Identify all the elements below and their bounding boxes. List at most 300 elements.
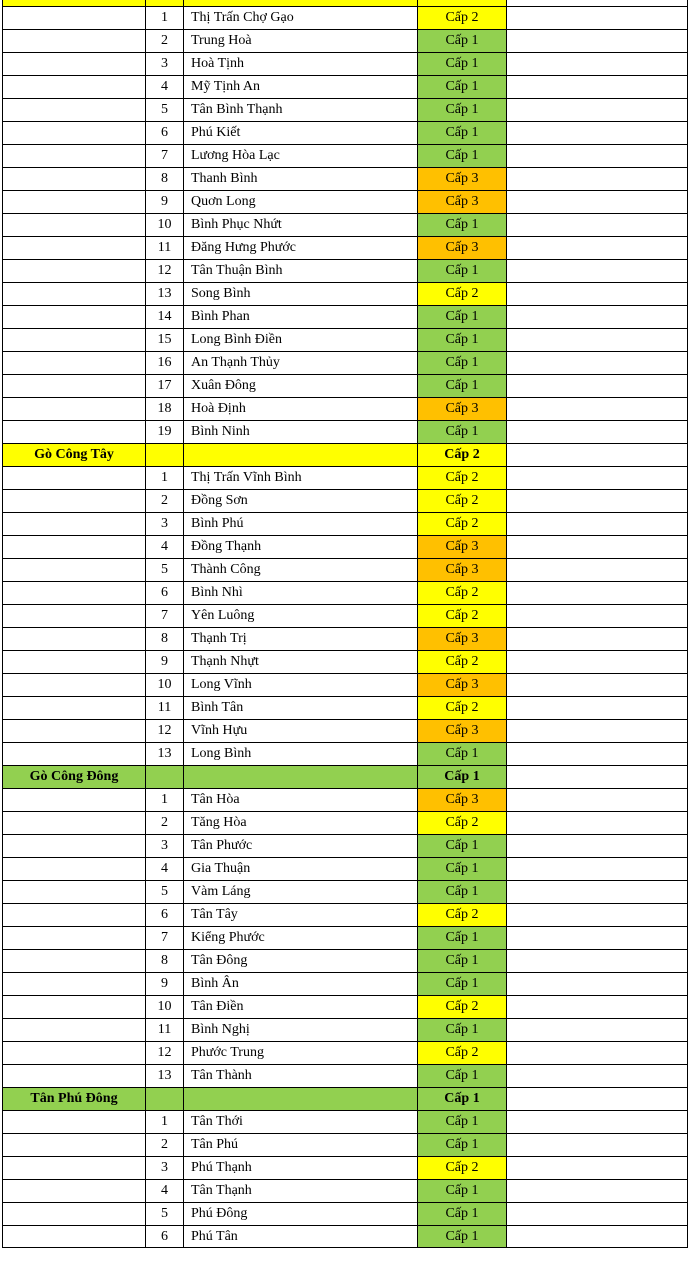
empty-cell bbox=[507, 398, 688, 421]
commune-name: Bình Ninh bbox=[184, 421, 418, 444]
empty-cell bbox=[507, 950, 688, 973]
commune-name: Tân Phước bbox=[184, 835, 418, 858]
empty-cell bbox=[3, 260, 146, 283]
empty-cell bbox=[507, 191, 688, 214]
commune-name: Bình Phục Nhứt bbox=[184, 214, 418, 237]
row-number: 1 bbox=[146, 1111, 184, 1134]
empty-cell bbox=[507, 812, 688, 835]
empty-cell bbox=[507, 467, 688, 490]
table-row bbox=[3, 904, 688, 927]
empty-cell bbox=[3, 490, 146, 513]
level-badge: Cấp 1 bbox=[418, 1134, 507, 1157]
row-number: 4 bbox=[146, 1180, 184, 1203]
empty-cell bbox=[3, 858, 146, 881]
row-number: 11 bbox=[146, 1019, 184, 1042]
level-badge: Cấp 2 bbox=[418, 904, 507, 927]
table-row bbox=[3, 674, 688, 697]
empty-cell bbox=[3, 421, 146, 444]
empty-cell bbox=[3, 1203, 146, 1226]
group-empty-cell bbox=[146, 444, 184, 467]
group-header-row bbox=[3, 766, 688, 789]
commune-name: Long Vĩnh bbox=[184, 674, 418, 697]
empty-cell bbox=[507, 1088, 688, 1111]
empty-cell bbox=[3, 559, 146, 582]
row-number: 6 bbox=[146, 1226, 184, 1248]
table-row bbox=[3, 7, 688, 30]
table-row bbox=[3, 697, 688, 720]
empty-cell bbox=[3, 76, 146, 99]
empty-cell bbox=[507, 1157, 688, 1180]
commune-name: Tân Đông bbox=[184, 950, 418, 973]
table-row bbox=[3, 605, 688, 628]
empty-cell bbox=[3, 743, 146, 766]
row-number: 7 bbox=[146, 605, 184, 628]
level-badge: Cấp 1 bbox=[418, 1111, 507, 1134]
empty-cell bbox=[507, 513, 688, 536]
table-row bbox=[3, 30, 688, 53]
commune-name: Thạnh Trị bbox=[184, 628, 418, 651]
level-badge: Cấp 1 bbox=[418, 145, 507, 168]
empty-cell bbox=[3, 1111, 146, 1134]
table-row bbox=[3, 1157, 688, 1180]
table-row bbox=[3, 812, 688, 835]
row-number: 2 bbox=[146, 490, 184, 513]
empty-cell bbox=[507, 904, 688, 927]
empty-cell bbox=[3, 145, 146, 168]
empty-cell bbox=[507, 720, 688, 743]
empty-cell bbox=[507, 605, 688, 628]
empty-cell bbox=[507, 789, 688, 812]
table-row bbox=[3, 329, 688, 352]
level-badge: Cấp 3 bbox=[418, 168, 507, 191]
table-row bbox=[3, 927, 688, 950]
row-number: 13 bbox=[146, 283, 184, 306]
commune-name: Gia Thuận bbox=[184, 858, 418, 881]
empty-cell bbox=[3, 1226, 146, 1248]
table-row bbox=[3, 743, 688, 766]
group-empty-cell bbox=[184, 766, 418, 789]
row-number: 9 bbox=[146, 651, 184, 674]
empty-cell bbox=[507, 996, 688, 1019]
empty-cell bbox=[507, 1111, 688, 1134]
level-badge: Cấp 1 bbox=[418, 30, 507, 53]
empty-cell bbox=[507, 1065, 688, 1088]
commune-name: Quơn Long bbox=[184, 191, 418, 214]
empty-cell bbox=[507, 881, 688, 904]
group-name: Tân Phú Đông bbox=[3, 1088, 146, 1111]
table-row bbox=[3, 191, 688, 214]
level-badge: Cấp 1 bbox=[418, 329, 507, 352]
level-badge: Cấp 1 bbox=[418, 99, 507, 122]
level-badge: Cấp 1 bbox=[418, 1180, 507, 1203]
commune-name: Phú Kiết bbox=[184, 122, 418, 145]
commune-name: Tân Phú bbox=[184, 1134, 418, 1157]
table-row bbox=[3, 421, 688, 444]
group-empty-cell bbox=[146, 766, 184, 789]
row-number: 12 bbox=[146, 720, 184, 743]
level-badge: Cấp 1 bbox=[418, 927, 507, 950]
empty-cell bbox=[507, 421, 688, 444]
level-badge: Cấp 1 bbox=[418, 53, 507, 76]
commune-name: Trung Hoà bbox=[184, 30, 418, 53]
level-badge: Cấp 3 bbox=[418, 720, 507, 743]
row-number: 9 bbox=[146, 191, 184, 214]
empty-cell bbox=[507, 444, 688, 467]
commune-name: Long Bình bbox=[184, 743, 418, 766]
level-badge: Cấp 2 bbox=[418, 651, 507, 674]
level-badge: Cấp 3 bbox=[418, 237, 507, 260]
empty-cell bbox=[3, 651, 146, 674]
empty-cell bbox=[3, 835, 146, 858]
table-row bbox=[3, 168, 688, 191]
empty-cell bbox=[3, 697, 146, 720]
table-row bbox=[3, 1111, 688, 1134]
level-badge: Cấp 1 bbox=[418, 375, 507, 398]
table-row bbox=[3, 835, 688, 858]
empty-cell bbox=[3, 674, 146, 697]
group-header-row bbox=[3, 444, 688, 467]
table-row bbox=[3, 858, 688, 881]
empty-cell bbox=[507, 835, 688, 858]
empty-cell bbox=[507, 1019, 688, 1042]
commune-name: Mỹ Tịnh An bbox=[184, 76, 418, 99]
empty-cell bbox=[507, 7, 688, 30]
table-body bbox=[3, 0, 688, 1248]
table-row bbox=[3, 651, 688, 674]
row-number: 4 bbox=[146, 76, 184, 99]
empty-cell bbox=[3, 306, 146, 329]
commune-name: Tăng Hòa bbox=[184, 812, 418, 835]
row-number: 9 bbox=[146, 973, 184, 996]
commune-level-table bbox=[2, 0, 688, 1248]
row-number: 2 bbox=[146, 812, 184, 835]
row-number: 5 bbox=[146, 559, 184, 582]
row-number: 10 bbox=[146, 996, 184, 1019]
row-number: 15 bbox=[146, 329, 184, 352]
empty-cell bbox=[3, 329, 146, 352]
level-badge: Cấp 3 bbox=[418, 628, 507, 651]
empty-cell bbox=[507, 1042, 688, 1065]
table-row bbox=[3, 99, 688, 122]
row-number: 4 bbox=[146, 536, 184, 559]
row-number: 19 bbox=[146, 421, 184, 444]
table-row bbox=[3, 628, 688, 651]
group-empty-cell bbox=[184, 444, 418, 467]
empty-cell bbox=[507, 306, 688, 329]
row-number: 3 bbox=[146, 513, 184, 536]
row-number: 6 bbox=[146, 122, 184, 145]
table-row bbox=[3, 582, 688, 605]
level-badge: Cấp 2 bbox=[418, 513, 507, 536]
commune-name: Tân Hòa bbox=[184, 789, 418, 812]
empty-cell bbox=[507, 122, 688, 145]
group-empty-cell bbox=[146, 1088, 184, 1111]
empty-cell bbox=[507, 697, 688, 720]
commune-name: Đồng Thạnh bbox=[184, 536, 418, 559]
empty-cell bbox=[507, 628, 688, 651]
row-number: 18 bbox=[146, 398, 184, 421]
commune-name: Vĩnh Hựu bbox=[184, 720, 418, 743]
row-number: 11 bbox=[146, 697, 184, 720]
level-badge: Cấp 1 bbox=[418, 858, 507, 881]
level-badge: Cấp 2 bbox=[418, 1157, 507, 1180]
empty-cell bbox=[507, 766, 688, 789]
empty-cell bbox=[3, 191, 146, 214]
table-row bbox=[3, 398, 688, 421]
empty-cell bbox=[3, 1042, 146, 1065]
level-badge: Cấp 2 bbox=[418, 582, 507, 605]
group-empty-cell bbox=[184, 1088, 418, 1111]
group-name: Gò Công Đông bbox=[3, 766, 146, 789]
group-header-row bbox=[3, 1088, 688, 1111]
table-row bbox=[3, 122, 688, 145]
level-badge: Cấp 1 bbox=[418, 743, 507, 766]
level-badge: Cấp 2 bbox=[418, 605, 507, 628]
empty-cell bbox=[3, 214, 146, 237]
empty-cell bbox=[3, 973, 146, 996]
row-number: 4 bbox=[146, 858, 184, 881]
commune-name: Thị Trấn Vĩnh Bình bbox=[184, 467, 418, 490]
commune-name: Bình Tân bbox=[184, 697, 418, 720]
row-number: 3 bbox=[146, 1157, 184, 1180]
empty-cell bbox=[507, 858, 688, 881]
commune-name: An Thạnh Thủy bbox=[184, 352, 418, 375]
level-badge: Cấp 1 bbox=[418, 1019, 507, 1042]
level-badge: Cấp 1 bbox=[418, 835, 507, 858]
level-badge: Cấp 1 bbox=[418, 1065, 507, 1088]
empty-cell bbox=[3, 720, 146, 743]
table-row bbox=[3, 214, 688, 237]
empty-cell bbox=[507, 743, 688, 766]
level-badge: Cấp 2 bbox=[418, 812, 507, 835]
commune-name: Long Bình Điền bbox=[184, 329, 418, 352]
table-row bbox=[3, 1065, 688, 1088]
empty-cell bbox=[507, 1134, 688, 1157]
table-row bbox=[3, 1134, 688, 1157]
table-row bbox=[3, 145, 688, 168]
empty-cell bbox=[507, 260, 688, 283]
empty-cell bbox=[3, 1065, 146, 1088]
commune-name: Yên Luông bbox=[184, 605, 418, 628]
empty-cell bbox=[3, 950, 146, 973]
row-number: 14 bbox=[146, 306, 184, 329]
level-badge: Cấp 1 bbox=[418, 973, 507, 996]
empty-cell bbox=[3, 904, 146, 927]
commune-name: Tân Tây bbox=[184, 904, 418, 927]
commune-name: Đồng Sơn bbox=[184, 490, 418, 513]
empty-cell bbox=[3, 881, 146, 904]
level-badge: Cấp 1 bbox=[418, 881, 507, 904]
level-badge: Cấp 2 bbox=[418, 7, 507, 30]
row-number: 3 bbox=[146, 53, 184, 76]
level-badge: Cấp 2 bbox=[418, 467, 507, 490]
group-level: Cấp 2 bbox=[418, 444, 507, 467]
row-number: 8 bbox=[146, 168, 184, 191]
table-row bbox=[3, 720, 688, 743]
group-name: Gò Công Tây bbox=[3, 444, 146, 467]
empty-cell bbox=[3, 513, 146, 536]
table-row bbox=[3, 559, 688, 582]
empty-cell bbox=[3, 605, 146, 628]
level-badge: Cấp 1 bbox=[418, 421, 507, 444]
commune-name: Bình Phú bbox=[184, 513, 418, 536]
level-badge: Cấp 2 bbox=[418, 996, 507, 1019]
level-badge: Cấp 3 bbox=[418, 789, 507, 812]
empty-cell bbox=[507, 536, 688, 559]
table-row bbox=[3, 1180, 688, 1203]
empty-cell bbox=[507, 53, 688, 76]
empty-cell bbox=[3, 582, 146, 605]
row-number: 5 bbox=[146, 99, 184, 122]
row-number: 1 bbox=[146, 789, 184, 812]
empty-cell bbox=[3, 996, 146, 1019]
empty-cell bbox=[507, 1203, 688, 1226]
level-badge: Cấp 3 bbox=[418, 536, 507, 559]
table-row bbox=[3, 467, 688, 490]
level-badge: Cấp 2 bbox=[418, 1042, 507, 1065]
row-number: 8 bbox=[146, 950, 184, 973]
table-row bbox=[3, 490, 688, 513]
commune-name: Vàm Láng bbox=[184, 881, 418, 904]
row-number: 2 bbox=[146, 30, 184, 53]
table-row bbox=[3, 237, 688, 260]
empty-cell bbox=[3, 1157, 146, 1180]
row-number: 3 bbox=[146, 835, 184, 858]
row-number: 7 bbox=[146, 145, 184, 168]
row-number: 12 bbox=[146, 260, 184, 283]
commune-name: Bình Nhì bbox=[184, 582, 418, 605]
empty-cell bbox=[3, 927, 146, 950]
level-badge: Cấp 1 bbox=[418, 1226, 507, 1248]
commune-name: Hoà Định bbox=[184, 398, 418, 421]
empty-cell bbox=[507, 283, 688, 306]
commune-name: Hoà Tịnh bbox=[184, 53, 418, 76]
commune-name: Phú Thạnh bbox=[184, 1157, 418, 1180]
table-row bbox=[3, 53, 688, 76]
level-badge: Cấp 3 bbox=[418, 559, 507, 582]
commune-name: Thị Trấn Chợ Gạo bbox=[184, 7, 418, 30]
empty-cell bbox=[507, 375, 688, 398]
empty-cell bbox=[507, 674, 688, 697]
row-number: 13 bbox=[146, 743, 184, 766]
empty-cell bbox=[3, 237, 146, 260]
empty-cell bbox=[3, 7, 146, 30]
commune-name: Song Bình bbox=[184, 283, 418, 306]
empty-cell bbox=[507, 490, 688, 513]
level-badge: Cấp 1 bbox=[418, 352, 507, 375]
empty-cell bbox=[3, 398, 146, 421]
empty-cell bbox=[3, 628, 146, 651]
row-number: 6 bbox=[146, 582, 184, 605]
commune-name: Đăng Hưng Phước bbox=[184, 237, 418, 260]
level-badge: Cấp 3 bbox=[418, 191, 507, 214]
empty-cell bbox=[3, 168, 146, 191]
empty-cell bbox=[3, 1134, 146, 1157]
group-level: Cấp 1 bbox=[418, 766, 507, 789]
empty-cell bbox=[507, 168, 688, 191]
table-row bbox=[3, 950, 688, 973]
level-badge: Cấp 1 bbox=[418, 306, 507, 329]
empty-cell bbox=[3, 375, 146, 398]
level-badge: Cấp 2 bbox=[418, 697, 507, 720]
empty-cell bbox=[507, 1180, 688, 1203]
commune-name: Tân Thành bbox=[184, 1065, 418, 1088]
empty-cell bbox=[507, 973, 688, 996]
row-number: 17 bbox=[146, 375, 184, 398]
row-number: 7 bbox=[146, 927, 184, 950]
level-badge: Cấp 1 bbox=[418, 122, 507, 145]
row-number: 10 bbox=[146, 214, 184, 237]
empty-cell bbox=[3, 467, 146, 490]
table-row bbox=[3, 1019, 688, 1042]
commune-name: Phước Trung bbox=[184, 1042, 418, 1065]
table-row bbox=[3, 283, 688, 306]
table-row bbox=[3, 1226, 688, 1248]
commune-name: Tân Điền bbox=[184, 996, 418, 1019]
empty-cell bbox=[507, 329, 688, 352]
level-badge: Cấp 3 bbox=[418, 674, 507, 697]
row-number: 16 bbox=[146, 352, 184, 375]
table-row bbox=[3, 973, 688, 996]
empty-cell bbox=[507, 927, 688, 950]
row-number: 11 bbox=[146, 237, 184, 260]
row-number: 1 bbox=[146, 7, 184, 30]
row-number: 6 bbox=[146, 904, 184, 927]
table-row bbox=[3, 996, 688, 1019]
commune-name: Thành Công bbox=[184, 559, 418, 582]
empty-cell bbox=[507, 1226, 688, 1248]
empty-cell bbox=[3, 789, 146, 812]
table-row bbox=[3, 260, 688, 283]
group-level: Cấp 1 bbox=[418, 1088, 507, 1111]
commune-name: Tân Thạnh bbox=[184, 1180, 418, 1203]
commune-name: Tân Bình Thạnh bbox=[184, 99, 418, 122]
empty-cell bbox=[3, 283, 146, 306]
commune-name: Kiểng Phước bbox=[184, 927, 418, 950]
row-number: 5 bbox=[146, 1203, 184, 1226]
empty-cell bbox=[507, 30, 688, 53]
commune-name: Tân Thuận Bình bbox=[184, 260, 418, 283]
commune-name: Bình Nghị bbox=[184, 1019, 418, 1042]
row-number: 8 bbox=[146, 628, 184, 651]
commune-name: Thạnh Nhựt bbox=[184, 651, 418, 674]
row-number: 13 bbox=[146, 1065, 184, 1088]
table-row bbox=[3, 789, 688, 812]
empty-cell bbox=[507, 651, 688, 674]
commune-name: Bình Ân bbox=[184, 973, 418, 996]
empty-cell bbox=[3, 536, 146, 559]
empty-cell bbox=[3, 30, 146, 53]
level-badge: Cấp 2 bbox=[418, 283, 507, 306]
empty-cell bbox=[507, 582, 688, 605]
empty-cell bbox=[3, 1019, 146, 1042]
table-row bbox=[3, 536, 688, 559]
row-number: 5 bbox=[146, 881, 184, 904]
table-row bbox=[3, 375, 688, 398]
level-badge: Cấp 1 bbox=[418, 76, 507, 99]
empty-cell bbox=[3, 99, 146, 122]
level-badge: Cấp 1 bbox=[418, 260, 507, 283]
empty-cell bbox=[507, 99, 688, 122]
table-row bbox=[3, 352, 688, 375]
level-badge: Cấp 1 bbox=[418, 214, 507, 237]
empty-cell bbox=[507, 145, 688, 168]
row-number: 2 bbox=[146, 1134, 184, 1157]
level-badge: Cấp 3 bbox=[418, 398, 507, 421]
level-badge: Cấp 1 bbox=[418, 950, 507, 973]
commune-name: Thanh Bình bbox=[184, 168, 418, 191]
commune-name: Bình Phan bbox=[184, 306, 418, 329]
